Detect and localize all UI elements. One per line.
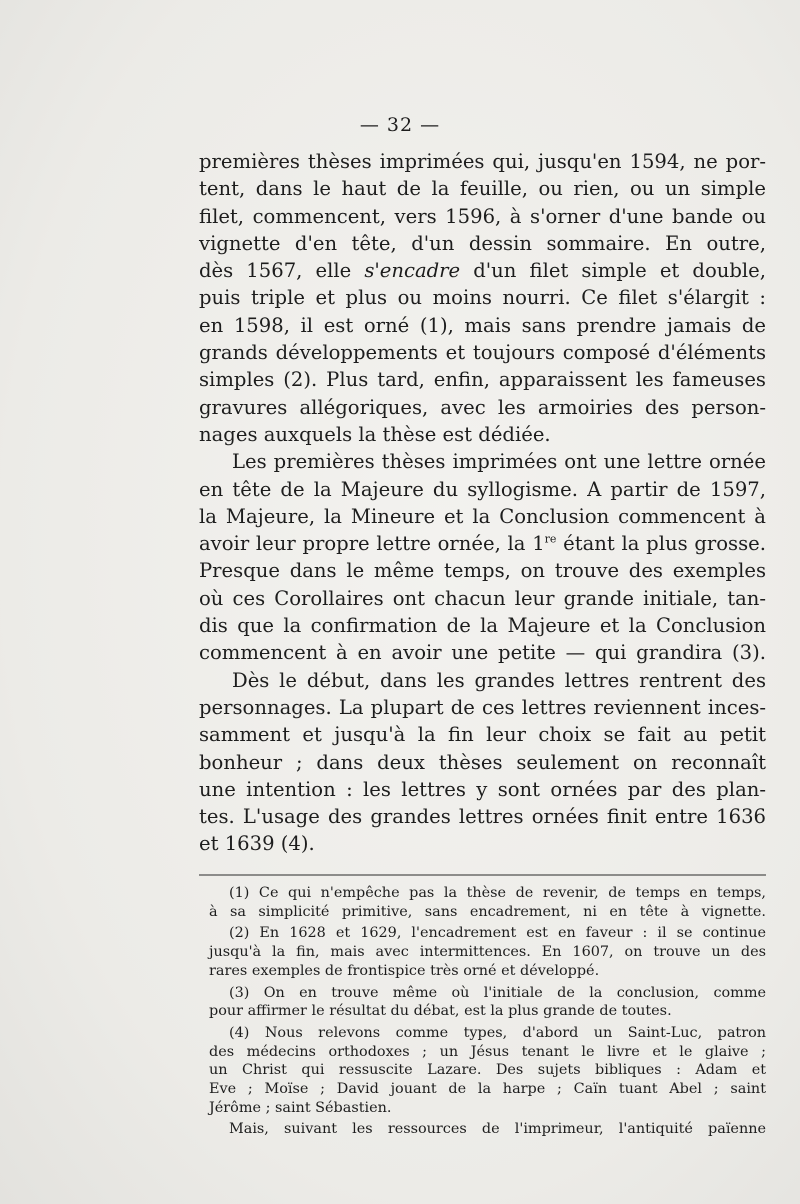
italic-word: s'encadre — [364, 259, 461, 283]
text-line: filet, commencent, vers 1596, à s'orner d'une bande ou — [199, 204, 766, 228]
text-line: personnages. La plupart de ces lettres reviennent inces- — [199, 695, 766, 719]
text-line — [199, 257, 766, 284]
footnote-line: un Christ qui ressuscite Lazare. Des sujets bibliques : Adam et — [209, 1062, 766, 1079]
footnote-separator — [199, 872, 766, 878]
footnote-line: (3) On en trouve même où l'initiale de la conclusion, comme — [229, 984, 766, 1001]
footnote-line: Jérôme ; saint Sébastien. — [209, 1099, 392, 1116]
text-line: une intention : les lettres y sont ornées par des plan- — [199, 777, 766, 801]
text-line: samment et jusqu'à la fin leur choix se fait au petit — [199, 723, 766, 747]
text-line: Dès le début, dans les grandes lettres rentrent des — [232, 668, 766, 692]
text-line: grands développements et toujours composé d'éléments — [199, 341, 766, 365]
text-line: premières thèses imprimées qui, jusqu'en 1594, ne por- — [199, 150, 766, 173]
text-line: la Majeure, la Mineure et la Conclusion commencent à — [199, 504, 766, 528]
text-line: et 1639 (4). — [199, 832, 315, 856]
text-line-end: étant la plus grosse. — [556, 532, 766, 556]
footnote-line: (4) Nous relevons comme types, d'abord un Saint-Luc, patron — [229, 1024, 766, 1041]
text-line-end: d'un filet simple et double, — [460, 259, 767, 283]
text-line: bonheur ; dans deux thèses seulement on reconnaît — [199, 750, 766, 774]
footnotes — [209, 884, 766, 1139]
footnote-line: Eve ; Moïse ; David jouant de la harpe ; Caïn tuant Abel ; saint — [209, 1081, 766, 1098]
page-number: — 32 — — [359, 114, 441, 136]
footnote-line: jusqu'à la fin, mais avec intermittences. En 1607, on trouve un des — [209, 944, 766, 961]
text-line: vignette d'en tête, d'un dessin sommaire. En outre, — [199, 231, 766, 255]
text-line-start: dès 1567, elle — [199, 259, 365, 283]
text-line: en tête de la Majeure du syllogisme. A partir de 1597, — [199, 477, 766, 501]
text-line-start: avoir leur propre lettre ornée, la 1 — [199, 532, 545, 556]
footnote-line: Mais, suivant les ressources de l'imprimeur, l'antiquité païenne — [229, 1121, 766, 1138]
text-line: nages auxquels la thèse est dédiée. — [199, 422, 551, 446]
text-line: Presque dans le même temps, on trouve des exemples — [199, 559, 766, 583]
text-line — [199, 530, 766, 557]
text-line: gravures allégoriques, avec les armoiries des person- — [199, 395, 766, 419]
text-line: où ces Corollaires ont chacun leur grande initiale, tan- — [199, 586, 766, 610]
main-text — [199, 148, 766, 858]
footnote-line: (2) En 1628 et 1629, l'encadrement est en faveur : il se continue — [229, 925, 766, 942]
footnote-line: des médecins orthodoxes ; un Jésus tenant le livre et le glaive ; — [209, 1043, 766, 1060]
text-line: Les premières thèses imprimées ont une lettre ornée — [232, 450, 766, 474]
text-line: tes. L'usage des grandes lettres ornées finit entre 1636 — [199, 805, 766, 829]
text-line: simples (2). Plus tard, enfin, apparaissent les fameuses — [199, 368, 766, 392]
footnote-line: rares exemples de frontispice très orné et développé. — [209, 962, 600, 979]
text-line: en 1598, il est orné (1), mais sans prendre jamais de — [199, 313, 766, 337]
text-line: tent, dans le haut de la feuille, ou rien, ou un simple — [199, 177, 766, 201]
text-line: dis que la confirmation de la Majeure et la Conclusion — [199, 614, 766, 638]
superscript: re — [544, 532, 557, 546]
footnote-line: à sa simplicité primitive, sans encadrement, ni en tête à vignette. — [209, 903, 766, 920]
text-line: commencent à en avoir une petite — qui grandira (3). — [199, 641, 766, 665]
footnote-line: (1) Ce qui n'empêche pas la thèse de revenir, de temps en temps, — [229, 885, 766, 901]
text-line: puis triple et plus ou moins nourri. Ce filet s'élargit : — [199, 286, 766, 310]
footnote-line: pour affirmer le résultat du débat, est la plus grande de toutes. — [209, 1003, 672, 1020]
